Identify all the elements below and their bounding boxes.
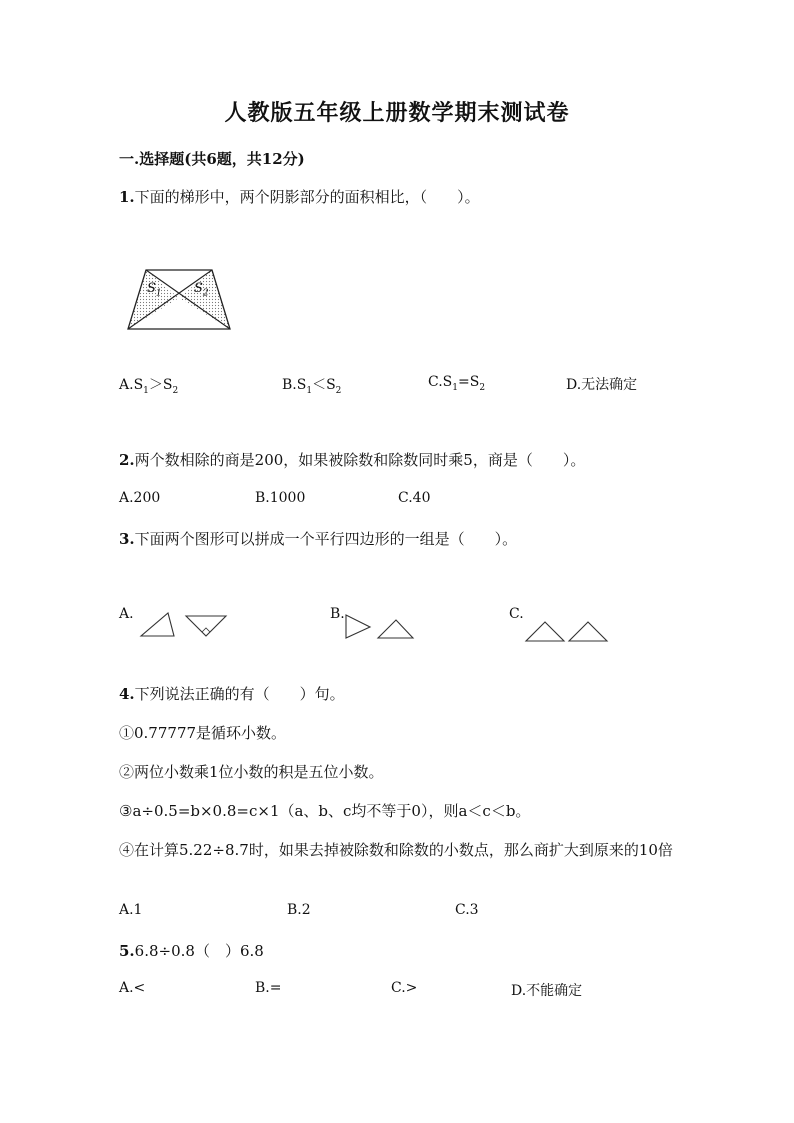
shaded-region-s1 [128, 270, 179, 329]
q3-option-c-triangles [524, 620, 609, 644]
question-4 [119, 683, 345, 704]
question-text: 6.8÷0.8（ ）6.8 [134, 942, 264, 960]
question-text: 下列说法正确的有（ ）句。 [134, 685, 345, 703]
question-5 [119, 940, 264, 961]
question-2 [119, 449, 585, 470]
q5-option-a[interactable]: A.< [119, 980, 146, 996]
q4-statement-3: ③a÷0.5=b×0.8=c×1（a、b、c均不等于0），则a＜c＜b。 [119, 802, 531, 820]
question-number: 1. [119, 188, 135, 206]
q4-option-b[interactable]: B.2 [287, 902, 311, 918]
label-s1: $S_1$ [147, 281, 162, 299]
page-title: 人教版五年级上册数学期末测试卷 [224, 100, 570, 126]
trapezoid-figure [124, 268, 234, 332]
q3-option-a[interactable]: A. [119, 606, 134, 622]
q4-statement-4: ④在计算5.22÷8.7时，如果去掉被除数和除数的小数点，那么商扩大到原来的10倍 [119, 841, 673, 859]
q5-option-d[interactable]: D.不能确定 [511, 983, 583, 999]
q2-option-c[interactable]: C.40 [398, 490, 431, 506]
q4-statement-2: ②两位小数乘1位小数的积是五位小数。 [119, 763, 384, 781]
q4-option-c[interactable]: C.3 [455, 902, 479, 918]
question-text: 下面两个图形可以拼成一个平行四边形的一组是（ ）。 [134, 530, 518, 548]
section-heading: 一.选择题(共6题，共12分) [119, 150, 305, 168]
q1-option-a[interactable]: $A.S_1>S_2$ [119, 377, 179, 396]
q1-option-b[interactable]: $B.S_1<S_2$ [282, 377, 342, 396]
q2-option-a[interactable]: A.200 [119, 490, 161, 506]
question-text: 两个数相除的商是200，如果被除数和除数同时乘5，商是（ ）。 [134, 451, 586, 469]
label-s2: $S_2$ [194, 281, 209, 299]
q4-statement-1: ①0.77777是循环小数。 [119, 724, 287, 742]
q3-option-b-triangles [345, 614, 420, 640]
q5-option-b[interactable]: B.= [255, 980, 282, 996]
q3-option-b[interactable]: B. [330, 606, 345, 622]
q5-option-c[interactable]: C.> [391, 980, 418, 996]
q4-option-a[interactable]: A.1 [119, 902, 143, 918]
question-3 [119, 528, 517, 549]
question-number: 3. [119, 530, 135, 548]
shaded-region-s2 [179, 270, 230, 329]
question-text: 下面的梯形中，两个阴影部分的面积相比，（ ）。 [134, 188, 480, 206]
q1-option-c[interactable]: $C.S_1=S_2$ [428, 374, 486, 393]
question-number: 5. [119, 942, 135, 960]
question-1 [119, 186, 480, 207]
q2-option-b[interactable]: B.1000 [255, 490, 306, 506]
q1-option-d[interactable]: D.无法确定 [566, 377, 638, 393]
question-number: 2. [119, 451, 135, 469]
q3-option-a-triangles [140, 612, 230, 638]
question-number: 4. [119, 685, 135, 703]
q3-option-c[interactable]: C. [509, 606, 524, 622]
